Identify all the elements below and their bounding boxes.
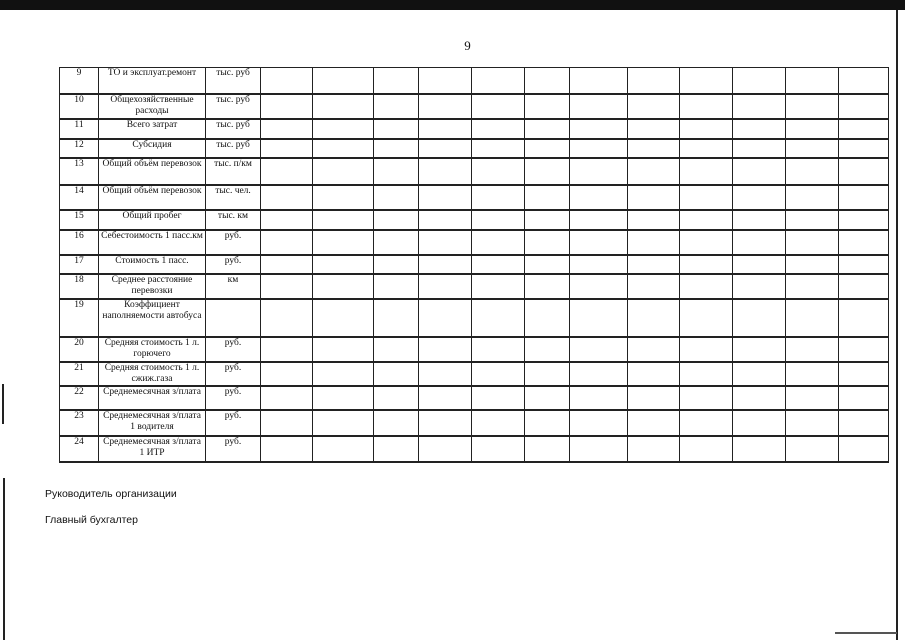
value-cell xyxy=(628,158,680,185)
value-cell xyxy=(733,230,786,255)
value-cell xyxy=(419,337,472,362)
value-cell xyxy=(839,210,889,230)
value-cell xyxy=(374,436,419,462)
value-cell xyxy=(839,299,889,337)
value-cell xyxy=(313,362,374,386)
value-cell xyxy=(570,68,628,94)
indicator-name: Среднемесячная з/плата 1 ИТР xyxy=(99,436,206,462)
value-cell xyxy=(472,210,525,230)
value-cell xyxy=(786,94,839,119)
unit-of-measure xyxy=(206,299,261,337)
table-row xyxy=(60,119,889,139)
indicator-name: Общий пробег xyxy=(99,210,206,230)
value-cell xyxy=(313,386,374,410)
value-cell xyxy=(472,68,525,94)
indicator-name: Коэффициент наполняемости автобуса xyxy=(99,299,206,337)
table-row xyxy=(60,436,889,462)
value-cell xyxy=(839,337,889,362)
value-cell xyxy=(786,158,839,185)
value-cell xyxy=(374,274,419,299)
value-cell xyxy=(525,436,570,462)
value-cell xyxy=(374,299,419,337)
value-cell xyxy=(525,410,570,436)
value-cell xyxy=(570,230,628,255)
value-cell xyxy=(472,337,525,362)
value-cell xyxy=(680,230,733,255)
value-cell xyxy=(419,119,472,139)
value-cell xyxy=(570,337,628,362)
value-cell xyxy=(472,362,525,386)
value-cell xyxy=(261,386,313,410)
value-cell xyxy=(628,255,680,274)
value-cell xyxy=(525,386,570,410)
table-row xyxy=(60,185,889,210)
value-cell xyxy=(374,255,419,274)
value-cell xyxy=(839,94,889,119)
unit-of-measure: тыс. руб xyxy=(206,94,261,119)
value-cell xyxy=(525,139,570,158)
value-cell xyxy=(374,210,419,230)
value-cell xyxy=(313,230,374,255)
value-cell xyxy=(472,299,525,337)
value-cell xyxy=(313,119,374,139)
unit-of-measure: км xyxy=(206,274,261,299)
value-cell xyxy=(261,362,313,386)
value-cell xyxy=(680,68,733,94)
value-cell xyxy=(261,255,313,274)
value-cell xyxy=(261,185,313,210)
value-cell xyxy=(570,436,628,462)
scan-left-edge xyxy=(3,478,5,640)
value-cell xyxy=(419,255,472,274)
table-row xyxy=(60,255,889,274)
value-cell xyxy=(680,274,733,299)
value-cell xyxy=(472,185,525,210)
value-cell xyxy=(313,185,374,210)
unit-of-measure: руб. xyxy=(206,362,261,386)
value-cell xyxy=(525,362,570,386)
value-cell xyxy=(374,185,419,210)
value-cell xyxy=(628,230,680,255)
unit-of-measure: руб. xyxy=(206,337,261,362)
value-cell xyxy=(313,158,374,185)
value-cell xyxy=(786,362,839,386)
row-number: 21 xyxy=(60,362,99,386)
value-cell xyxy=(374,68,419,94)
value-cell xyxy=(839,274,889,299)
value-cell xyxy=(628,299,680,337)
value-cell xyxy=(261,139,313,158)
row-number: 15 xyxy=(60,210,99,230)
value-cell xyxy=(786,210,839,230)
value-cell xyxy=(680,362,733,386)
value-cell xyxy=(525,230,570,255)
value-cell xyxy=(628,436,680,462)
value-cell xyxy=(261,274,313,299)
value-cell xyxy=(374,386,419,410)
unit-of-measure: руб. xyxy=(206,255,261,274)
table-row xyxy=(60,94,889,119)
value-cell xyxy=(261,158,313,185)
value-cell xyxy=(786,410,839,436)
value-cell xyxy=(786,337,839,362)
value-cell xyxy=(628,94,680,119)
indicator-name: Среднемесячная з/плата xyxy=(99,386,206,410)
value-cell xyxy=(570,255,628,274)
value-cell xyxy=(733,436,786,462)
value-cell xyxy=(472,94,525,119)
value-cell xyxy=(570,386,628,410)
indicator-name: Общий объём перевозок xyxy=(99,185,206,210)
table-body xyxy=(60,68,889,462)
value-cell xyxy=(680,158,733,185)
row-number: 24 xyxy=(60,436,99,462)
value-cell xyxy=(839,410,889,436)
value-cell xyxy=(472,386,525,410)
value-cell xyxy=(733,386,786,410)
value-cell xyxy=(733,119,786,139)
value-cell xyxy=(525,274,570,299)
value-cell xyxy=(570,274,628,299)
value-cell xyxy=(472,139,525,158)
value-cell xyxy=(570,410,628,436)
value-cell xyxy=(680,185,733,210)
row-number: 22 xyxy=(60,386,99,410)
value-cell xyxy=(680,119,733,139)
value-cell xyxy=(313,436,374,462)
value-cell xyxy=(374,94,419,119)
row-number: 18 xyxy=(60,274,99,299)
value-cell xyxy=(525,158,570,185)
indicator-name: Всего затрат xyxy=(99,119,206,139)
indicator-name: Субсидия xyxy=(99,139,206,158)
value-cell xyxy=(374,158,419,185)
table-row xyxy=(60,210,889,230)
value-cell xyxy=(374,230,419,255)
indicator-name: Общехозяйственные расходы xyxy=(99,94,206,119)
value-cell xyxy=(525,337,570,362)
value-cell xyxy=(261,230,313,255)
value-cell xyxy=(839,185,889,210)
value-cell xyxy=(628,68,680,94)
value-cell xyxy=(419,410,472,436)
value-cell xyxy=(261,210,313,230)
value-cell xyxy=(733,94,786,119)
value-cell xyxy=(628,139,680,158)
value-cell xyxy=(680,436,733,462)
value-cell xyxy=(419,299,472,337)
scan-bottom-mark xyxy=(835,632,897,634)
value-cell xyxy=(628,185,680,210)
table-row xyxy=(60,274,889,299)
row-number: 20 xyxy=(60,337,99,362)
table-row xyxy=(60,158,889,185)
value-cell xyxy=(472,230,525,255)
value-cell xyxy=(419,139,472,158)
value-cell xyxy=(419,274,472,299)
table-row xyxy=(60,337,889,362)
value-cell xyxy=(419,362,472,386)
value-cell xyxy=(733,255,786,274)
value-cell xyxy=(313,255,374,274)
value-cell xyxy=(419,158,472,185)
table-row xyxy=(60,68,889,94)
unit-of-measure: руб. xyxy=(206,386,261,410)
value-cell xyxy=(525,210,570,230)
value-cell xyxy=(786,436,839,462)
scan-top-border xyxy=(0,0,905,10)
value-cell xyxy=(419,386,472,410)
value-cell xyxy=(472,436,525,462)
table-row xyxy=(60,230,889,255)
scan-left-mark xyxy=(2,384,4,424)
value-cell xyxy=(733,158,786,185)
value-cell xyxy=(261,410,313,436)
value-cell xyxy=(525,185,570,210)
value-cell xyxy=(786,68,839,94)
unit-of-measure: тыс. руб xyxy=(206,139,261,158)
value-cell xyxy=(313,299,374,337)
value-cell xyxy=(733,337,786,362)
cost-indicators-table xyxy=(59,67,889,463)
value-cell xyxy=(313,274,374,299)
value-cell xyxy=(680,386,733,410)
unit-of-measure: руб. xyxy=(206,410,261,436)
value-cell xyxy=(374,362,419,386)
value-cell xyxy=(419,230,472,255)
value-cell xyxy=(839,362,889,386)
value-cell xyxy=(261,119,313,139)
value-cell xyxy=(374,410,419,436)
indicator-name: Среднемесячная з/плата 1 водителя xyxy=(99,410,206,436)
value-cell xyxy=(525,299,570,337)
unit-of-measure: тыс. км xyxy=(206,210,261,230)
value-cell xyxy=(628,410,680,436)
value-cell xyxy=(786,230,839,255)
value-cell xyxy=(525,255,570,274)
value-cell xyxy=(419,94,472,119)
value-cell xyxy=(313,94,374,119)
value-cell xyxy=(419,436,472,462)
indicator-name: Среднее расстояние перевозки xyxy=(99,274,206,299)
value-cell xyxy=(261,337,313,362)
unit-of-measure: руб. xyxy=(206,230,261,255)
table-row xyxy=(60,299,889,337)
value-cell xyxy=(570,185,628,210)
value-cell xyxy=(839,68,889,94)
value-cell xyxy=(570,210,628,230)
page-number: 9 xyxy=(464,38,471,53)
value-cell xyxy=(839,230,889,255)
director-signature-label: Руководитель организации xyxy=(45,488,177,500)
value-cell xyxy=(680,139,733,158)
unit-of-measure: тыс. п/км xyxy=(206,158,261,185)
value-cell xyxy=(628,119,680,139)
value-cell xyxy=(786,274,839,299)
value-cell xyxy=(839,436,889,462)
value-cell xyxy=(313,410,374,436)
row-number: 12 xyxy=(60,139,99,158)
value-cell xyxy=(680,210,733,230)
value-cell xyxy=(839,255,889,274)
value-cell xyxy=(628,337,680,362)
row-number: 9 xyxy=(60,68,99,94)
value-cell xyxy=(570,158,628,185)
value-cell xyxy=(786,185,839,210)
value-cell xyxy=(261,299,313,337)
value-cell xyxy=(733,210,786,230)
value-cell xyxy=(680,410,733,436)
table-row xyxy=(60,139,889,158)
row-number: 19 xyxy=(60,299,99,337)
unit-of-measure: тыс. руб xyxy=(206,119,261,139)
row-number: 17 xyxy=(60,255,99,274)
value-cell xyxy=(628,210,680,230)
row-number: 14 xyxy=(60,185,99,210)
value-cell xyxy=(628,362,680,386)
value-cell xyxy=(570,139,628,158)
value-cell xyxy=(628,274,680,299)
table-row xyxy=(60,386,889,410)
value-cell xyxy=(680,255,733,274)
value-cell xyxy=(313,139,374,158)
value-cell xyxy=(786,299,839,337)
value-cell xyxy=(733,139,786,158)
value-cell xyxy=(313,68,374,94)
value-cell xyxy=(374,119,419,139)
accountant-signature-label: Главный бухгалтер xyxy=(45,514,138,526)
value-cell xyxy=(733,185,786,210)
indicator-name: ТО и эксплуат.ремонт xyxy=(99,68,206,94)
value-cell xyxy=(839,139,889,158)
value-cell xyxy=(261,436,313,462)
row-number: 23 xyxy=(60,410,99,436)
value-cell xyxy=(628,386,680,410)
table-row xyxy=(60,362,889,386)
value-cell xyxy=(680,299,733,337)
value-cell xyxy=(313,337,374,362)
value-cell xyxy=(472,119,525,139)
value-cell xyxy=(570,94,628,119)
value-cell xyxy=(786,119,839,139)
row-number: 11 xyxy=(60,119,99,139)
value-cell xyxy=(472,274,525,299)
value-cell xyxy=(733,299,786,337)
value-cell xyxy=(313,210,374,230)
value-cell xyxy=(419,210,472,230)
indicator-name: Общий объём перевозок xyxy=(99,158,206,185)
value-cell xyxy=(374,139,419,158)
value-cell xyxy=(261,94,313,119)
value-cell xyxy=(786,386,839,410)
value-cell xyxy=(570,119,628,139)
value-cell xyxy=(786,139,839,158)
value-cell xyxy=(419,68,472,94)
value-cell xyxy=(374,337,419,362)
scan-right-edge xyxy=(896,10,898,640)
value-cell xyxy=(472,158,525,185)
unit-of-measure: тыс. чел. xyxy=(206,185,261,210)
value-cell xyxy=(733,274,786,299)
value-cell xyxy=(839,386,889,410)
value-cell xyxy=(733,68,786,94)
unit-of-measure: тыс. руб xyxy=(206,68,261,94)
value-cell xyxy=(261,68,313,94)
value-cell xyxy=(472,255,525,274)
row-number: 13 xyxy=(60,158,99,185)
value-cell xyxy=(680,94,733,119)
value-cell xyxy=(839,158,889,185)
value-cell xyxy=(733,410,786,436)
indicator-name: Средняя стоимость 1 л. сжиж.газа xyxy=(99,362,206,386)
value-cell xyxy=(839,119,889,139)
value-cell xyxy=(525,94,570,119)
indicator-name: Средняя стоимость 1 л. горючего xyxy=(99,337,206,362)
value-cell xyxy=(733,362,786,386)
value-cell xyxy=(680,337,733,362)
value-cell xyxy=(525,119,570,139)
unit-of-measure: руб. xyxy=(206,436,261,462)
value-cell xyxy=(570,362,628,386)
value-cell xyxy=(419,185,472,210)
indicator-name: Стоимость 1 пасс. xyxy=(99,255,206,274)
indicator-name: Себестоимость 1 пасс.км xyxy=(99,230,206,255)
value-cell xyxy=(570,299,628,337)
value-cell xyxy=(525,68,570,94)
value-cell xyxy=(786,255,839,274)
table-row xyxy=(60,410,889,436)
value-cell xyxy=(472,410,525,436)
row-number: 16 xyxy=(60,230,99,255)
row-number: 10 xyxy=(60,94,99,119)
